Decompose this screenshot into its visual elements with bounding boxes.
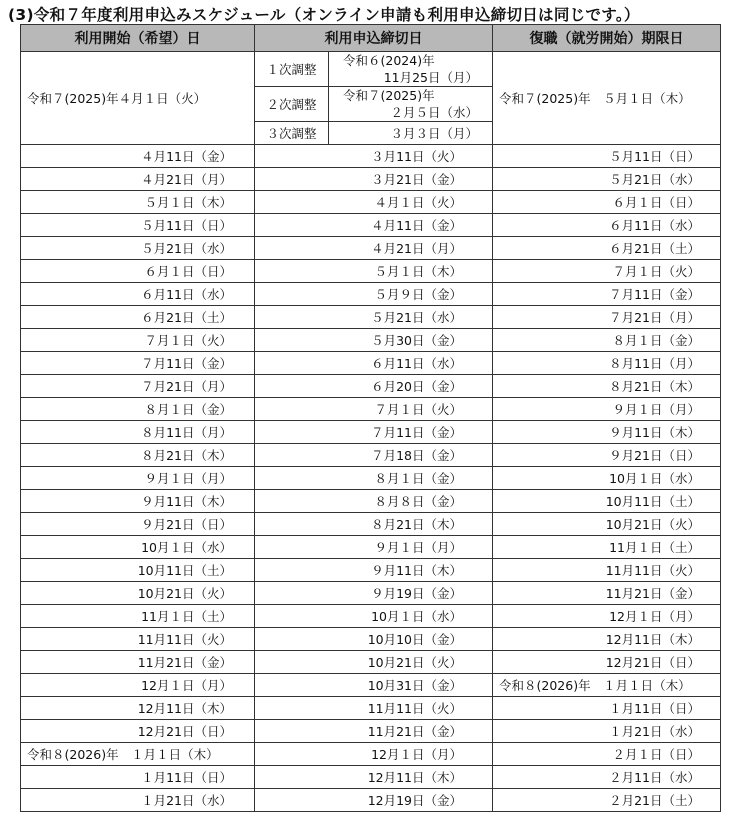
start-date-cell: ８月11日（月） (21, 421, 255, 444)
table-row (21, 191, 721, 214)
deadline-cell: ７月11日（金） (255, 421, 493, 444)
start-date-cell: 10月11日（土） (21, 559, 255, 582)
deadline-cell: ６月11日（水） (255, 352, 493, 375)
first-start-date: 令和７(2025)年４月１日（火） (21, 52, 255, 145)
adjustment-deadline (329, 87, 493, 122)
deadline-cell: ８月１日（金） (255, 467, 493, 490)
start-date-cell: ７月21日（月） (21, 375, 255, 398)
table-row (21, 398, 721, 421)
deadline-cell: ６月20日（金） (255, 375, 493, 398)
adjustment-deadline-date: 11月25日（月） (383, 70, 478, 85)
deadline-cell: ５月９日（金） (255, 283, 493, 306)
table-row (21, 582, 721, 605)
deadline-cell: ７月１日（火） (255, 398, 493, 421)
return-date-cell: ７月21日（月） (493, 306, 721, 329)
start-date-cell: ７月11日（金） (21, 352, 255, 375)
adjustment-label: １次調整 (255, 52, 329, 87)
start-date-cell: 令和８(2026)年 １月１日（木） (21, 743, 255, 766)
return-date-cell: ９月１日（月） (493, 398, 721, 421)
first-return-date: 令和７(2025)年 ５月１日（木） (493, 52, 721, 145)
return-date-cell: 令和８(2026)年 １月１日（木） (493, 674, 721, 697)
deadline-cell: ８月８日（金） (255, 490, 493, 513)
start-date-cell: ５月11日（日） (21, 214, 255, 237)
deadline-cell: ４月21日（月） (255, 237, 493, 260)
start-date-cell: ４月21日（月） (21, 168, 255, 191)
return-date-cell: ２月11日（水） (493, 766, 721, 789)
table-row (21, 559, 721, 582)
return-date-cell: ６月１日（日） (493, 191, 721, 214)
table-row (21, 720, 721, 743)
table-row (21, 306, 721, 329)
return-date-cell: 10月１日（水） (493, 467, 721, 490)
deadline-cell: ３月11日（火） (255, 145, 493, 168)
start-date-cell: ７月１日（火） (21, 329, 255, 352)
deadline-cell: ９月19日（金） (255, 582, 493, 605)
start-date-cell: 11月21日（金） (21, 651, 255, 674)
table-row (21, 168, 721, 191)
return-date-cell: ７月１日（火） (493, 260, 721, 283)
table-row (21, 628, 721, 651)
start-date-cell: ６月11日（水） (21, 283, 255, 306)
table-row (21, 260, 721, 283)
start-date-cell: ４月11日（金） (21, 145, 255, 168)
deadline-cell: ９月11日（木） (255, 559, 493, 582)
return-date-cell: ６月11日（水） (493, 214, 721, 237)
deadline-cell: 12月19日（金） (255, 789, 493, 812)
table-row (21, 605, 721, 628)
deadline-cell: ５月１日（木） (255, 260, 493, 283)
adjustment-deadline: ３月３日（月） (329, 122, 493, 145)
table-row (21, 467, 721, 490)
adjustment-deadline-year: 令和６(2024)年 (343, 53, 435, 68)
deadline-cell: ８月21日（木） (255, 513, 493, 536)
deadline-cell: 11月11日（火） (255, 697, 493, 720)
return-date-cell: ９月11日（木） (493, 421, 721, 444)
adjustment-deadline (329, 52, 493, 87)
return-date-cell: １月11日（日） (493, 697, 721, 720)
return-date-cell: ７月11日（金） (493, 283, 721, 306)
return-date-cell: ８月21日（木） (493, 375, 721, 398)
adjustment-label: ２次調整 (255, 87, 329, 122)
table-row (21, 352, 721, 375)
deadline-cell: 10月１日（水） (255, 605, 493, 628)
return-date-cell: ６月21日（土） (493, 237, 721, 260)
start-date-cell: 12月１日（月） (21, 674, 255, 697)
start-date-cell: ８月１日（金） (21, 398, 255, 421)
table-row (21, 145, 721, 168)
start-date-cell: 10月１日（水） (21, 536, 255, 559)
deadline-cell: 12月11日（木） (255, 766, 493, 789)
return-date-cell: 11月１日（土） (493, 536, 721, 559)
return-date-cell: ５月21日（水） (493, 168, 721, 191)
table-row (21, 375, 721, 398)
adjustment-deadline-date: ２月５日（水） (390, 105, 478, 120)
start-date-cell: ５月21日（水） (21, 237, 255, 260)
return-date-cell: 12月21日（日） (493, 651, 721, 674)
deadline-cell: ９月１日（月） (255, 536, 493, 559)
start-date-cell: 10月21日（火） (21, 582, 255, 605)
table-row (21, 674, 721, 697)
table-row (21, 651, 721, 674)
start-date-cell: 11月１日（土） (21, 605, 255, 628)
start-date-cell: ６月１日（日） (21, 260, 255, 283)
return-date-cell: ８月１日（金） (493, 329, 721, 352)
start-date-cell: ９月１日（月） (21, 467, 255, 490)
return-date-cell: １月21日（水） (493, 720, 721, 743)
return-date-cell: ９月21日（日） (493, 444, 721, 467)
return-date-cell: 10月21日（火） (493, 513, 721, 536)
table-row (21, 513, 721, 536)
return-date-cell: ５月11日（日） (493, 145, 721, 168)
deadline-cell: 10月10日（金） (255, 628, 493, 651)
start-date-cell: ５月１日（木） (21, 191, 255, 214)
start-date-cell: １月21日（水） (21, 789, 255, 812)
start-date-cell: 12月11日（木） (21, 697, 255, 720)
return-date-cell: 11月11日（火） (493, 559, 721, 582)
adjustment-deadline-year: 令和７(2025)年 (343, 88, 435, 103)
return-date-cell: 11月21日（金） (493, 582, 721, 605)
return-date-cell: ８月11日（月） (493, 352, 721, 375)
deadline-cell: ５月21日（水） (255, 306, 493, 329)
deadline-cell: 11月21日（金） (255, 720, 493, 743)
header-start-date: 利用開始（希望）日 (21, 25, 255, 52)
deadline-cell: ４月11日（金） (255, 214, 493, 237)
deadline-cell: ３月21日（金） (255, 168, 493, 191)
table-row (21, 214, 721, 237)
table-row (21, 444, 721, 467)
start-date-cell: 12月21日（日） (21, 720, 255, 743)
start-date-cell: ９月21日（日） (21, 513, 255, 536)
return-date-cell: ２月１日（日） (493, 743, 721, 766)
start-date-cell: ９月11日（木） (21, 490, 255, 513)
deadline-cell: ７月18日（金） (255, 444, 493, 467)
table-row (21, 536, 721, 559)
header-row (21, 25, 721, 52)
return-date-cell: 12月１日（月） (493, 605, 721, 628)
table-row (21, 766, 721, 789)
return-date-cell: 12月11日（木） (493, 628, 721, 651)
start-date-cell: ６月21日（土） (21, 306, 255, 329)
table-row (21, 421, 721, 444)
deadline-cell: 12月１日（月） (255, 743, 493, 766)
table-row (21, 283, 721, 306)
table-row (21, 743, 721, 766)
start-date-cell: １月11日（日） (21, 766, 255, 789)
start-date-cell: ８月21日（木） (21, 444, 255, 467)
deadline-cell: ４月１日（火） (255, 191, 493, 214)
header-return-date: 復職（就労開始）期限日 (493, 25, 721, 52)
table-row (21, 697, 721, 720)
page-title: (3)令和７年度利用申込みスケジュール（オンライン申請も利用申込締切日は同じです。） (8, 6, 640, 24)
adjustment-label: ３次調整 (255, 122, 329, 145)
return-date-cell: 10月11日（土） (493, 490, 721, 513)
table-row (21, 52, 721, 87)
table-row (21, 490, 721, 513)
start-date-cell: 11月11日（火） (21, 628, 255, 651)
header-deadline: 利用申込締切日 (255, 25, 493, 52)
return-date-cell: ２月21日（土） (493, 789, 721, 812)
deadline-cell: 10月21日（火） (255, 651, 493, 674)
schedule-table (20, 24, 721, 812)
table-row (21, 237, 721, 260)
table-row (21, 789, 721, 812)
deadline-cell: 10月31日（金） (255, 674, 493, 697)
deadline-cell: ５月30日（金） (255, 329, 493, 352)
table-row (21, 329, 721, 352)
